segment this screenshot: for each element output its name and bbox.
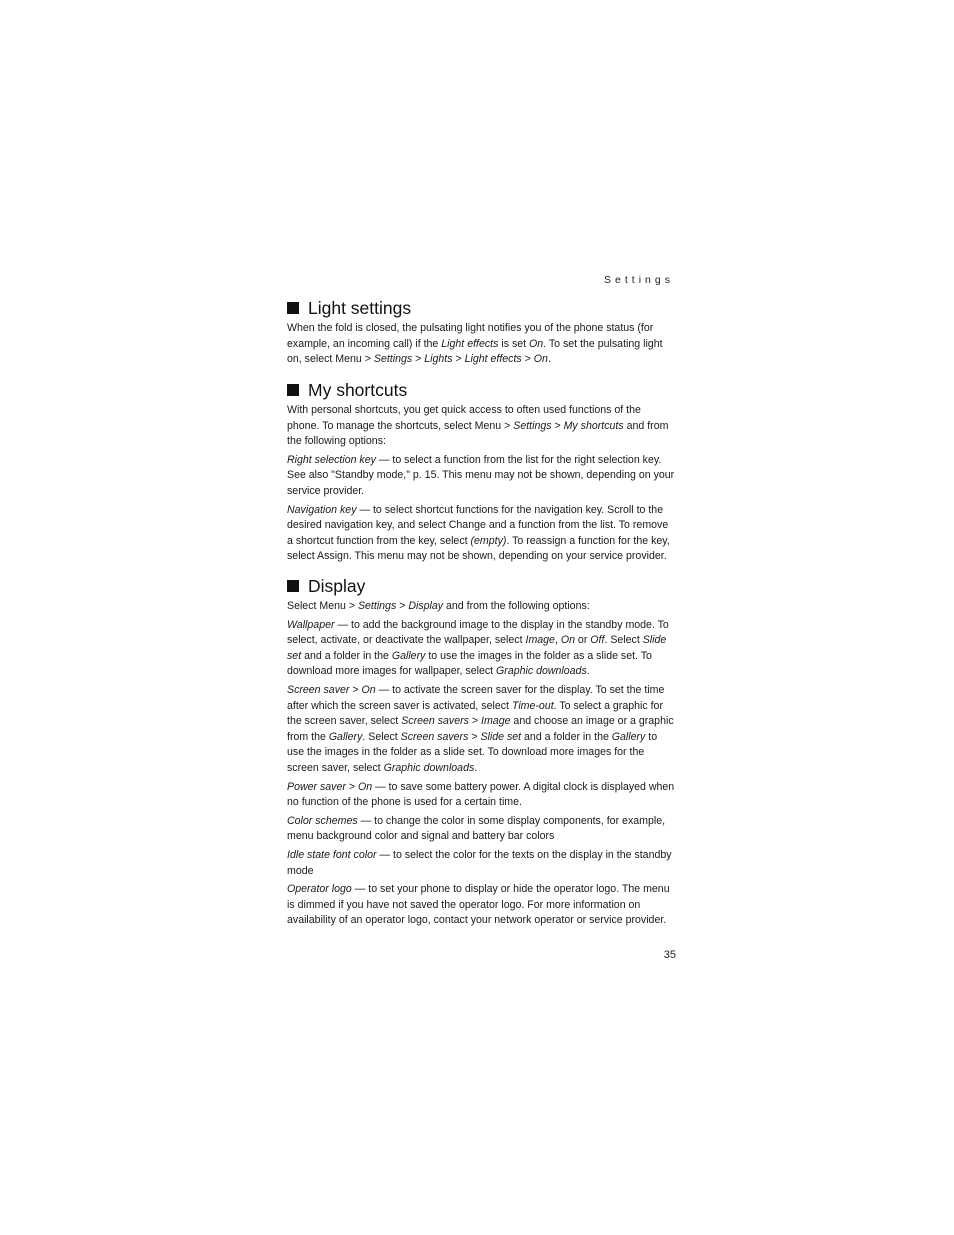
heading-text: Light settings [308, 298, 412, 318]
page-number: 35 [663, 949, 676, 961]
section-light-settings [287, 298, 676, 371]
text: and choose an image or a graphic from the [287, 715, 674, 743]
text: and from the following options: [287, 419, 669, 448]
menu-term: Off [590, 634, 605, 647]
menu-term: Graphic downloads [496, 665, 587, 678]
menu-term: Settings [373, 353, 413, 366]
text: > [396, 600, 409, 612]
heading-light-settings [287, 298, 676, 318]
text: — to add the background image to the display in the standby mode. To select, activate, or deactivate the wallpaper, select [287, 618, 669, 647]
text: — to set your phone to display or hide the operator logo. The menu is dimmed if you have not saved the operator logo. For more information on availability of an operator logo, contact your network operator or service provider. [287, 883, 670, 927]
paragraph-light-effects [287, 321, 676, 368]
paragraph-power-saver [287, 780, 676, 811]
heading-my-shortcuts [287, 380, 676, 400]
text: > [361, 353, 374, 366]
text: Select [287, 600, 320, 612]
paragraph-navigation-key [287, 503, 676, 565]
menu-term: My shortcuts [563, 419, 624, 432]
text: > [452, 353, 465, 366]
menu-term: Navigation key [287, 503, 357, 516]
key-label: Menu [335, 353, 362, 366]
running-header: Settings [604, 274, 674, 286]
menu-term: On [357, 780, 373, 793]
menu-term: Light effects [464, 353, 522, 366]
text: . [474, 761, 478, 774]
text: . [547, 353, 551, 366]
text: > [412, 353, 425, 366]
text: is set [498, 337, 530, 350]
menu-term: Color schemes [287, 814, 358, 827]
menu-term: Image [481, 715, 511, 728]
text: . Select [362, 730, 401, 743]
menu-term: Operator logo [287, 883, 352, 896]
menu-term: Lights [424, 353, 453, 366]
menu-term: Settings [357, 600, 397, 612]
section-my-shortcuts [287, 380, 676, 568]
paragraph-display-intro [287, 599, 676, 615]
menu-term: Settings [513, 419, 552, 432]
text: . To reassign a function for the key, select [287, 534, 670, 563]
menu-term: Screen saver [287, 683, 350, 696]
heading-text: Display [308, 576, 366, 596]
paragraph-idle-font-color [287, 848, 676, 879]
text: . To select a graphic for the screen saver, select [287, 699, 663, 728]
text: . This menu may not be shown, depending on your service provider. [348, 550, 667, 563]
menu-term: Light effects [441, 337, 499, 350]
text: . [586, 665, 590, 678]
key-label: Change [448, 519, 486, 532]
menu-term: Time-out [511, 699, 554, 712]
text: > [468, 730, 481, 743]
menu-term: Idle state font color [287, 848, 377, 861]
menu-term: On [361, 683, 376, 696]
menu-term: Gallery [391, 649, 426, 662]
text: — to select a function from the list for the right selection key. See also "Standby mode," p. 15. This menu may not be shown, depending on your service provider. [287, 453, 675, 497]
paragraph-shortcuts-intro [287, 403, 676, 450]
text: and a function from the list. To remove a shortcut function from the key, select [287, 519, 669, 547]
menu-term: Gallery [328, 730, 363, 743]
menu-term: Display [408, 600, 444, 612]
menu-term: Wallpaper [287, 618, 335, 631]
text: — to select shortcut functions for the navigation key. Scroll to the desired navigation key, and select [287, 503, 664, 532]
text: > [551, 419, 564, 432]
key-label: Assign [317, 550, 349, 563]
text: > [468, 715, 482, 728]
text: — to select the color for the texts on the display in the standby mode [287, 848, 672, 877]
text: — to save some battery power. A digital clock is displayed when no function of the phone is used for a certain time. [287, 780, 675, 809]
text: > [521, 353, 534, 366]
menu-term: Gallery [611, 730, 646, 743]
paragraph-right-selection-key [287, 453, 676, 500]
text: > [501, 419, 514, 432]
menu-term: On [533, 353, 548, 366]
square-bullet-icon [287, 580, 299, 592]
text: or [574, 634, 591, 647]
menu-term: On [560, 634, 575, 647]
manual-page [287, 0, 676, 1235]
menu-term: Power saver [287, 780, 346, 793]
menu-term: Slide set [287, 634, 667, 662]
key-label: Menu [319, 600, 346, 612]
paragraph-wallpaper [287, 618, 676, 680]
text: — to activate the screen saver for the display. To set the time after which the screen saver is activated, select [287, 683, 665, 712]
paragraph-color-schemes [287, 814, 676, 845]
text: and a folder in the [301, 649, 392, 662]
paragraph-operator-logo [287, 882, 676, 929]
menu-term: Screen savers [401, 715, 469, 728]
text: to use the images in the folder as a slide set. To download more images for wallpaper, select [287, 649, 652, 678]
text: — to change the color in some display components, for example, menu background color and signal and battery bar colors [287, 814, 666, 843]
key-label: Menu [474, 419, 502, 432]
text: and from the following options: [443, 600, 590, 612]
menu-term: Screen savers [400, 730, 469, 743]
menu-term: Slide set [480, 730, 522, 743]
text: . Select [604, 634, 643, 647]
text: > [345, 600, 358, 612]
square-bullet-icon [287, 302, 299, 314]
menu-term: Graphic downloads [383, 761, 475, 774]
text: > [349, 683, 362, 696]
square-bullet-icon [287, 384, 299, 396]
text: When the fold is closed, the pulsating light notifies you of the phone status (for example, an incoming call) if the [287, 322, 654, 350]
menu-term: Right selection key [287, 453, 376, 466]
heading-display [287, 576, 676, 596]
text: > [345, 780, 358, 793]
menu-term: (empty) [470, 534, 507, 547]
text: With personal shortcuts, you get quick access to often used functions of the phone. To manage the shortcuts, select [287, 404, 641, 432]
menu-term: Image [525, 634, 555, 647]
section-display [287, 576, 676, 932]
paragraph-screen-saver [287, 683, 676, 777]
text: to use the images in the folder as a slide set. To download more images for the screen saver, select [287, 730, 658, 774]
text: , [554, 634, 561, 647]
text: and a folder in the [521, 730, 612, 743]
heading-text: My shortcuts [308, 380, 408, 400]
menu-term: On [529, 337, 544, 350]
text: . To set the pulsating light on, select [287, 337, 663, 366]
